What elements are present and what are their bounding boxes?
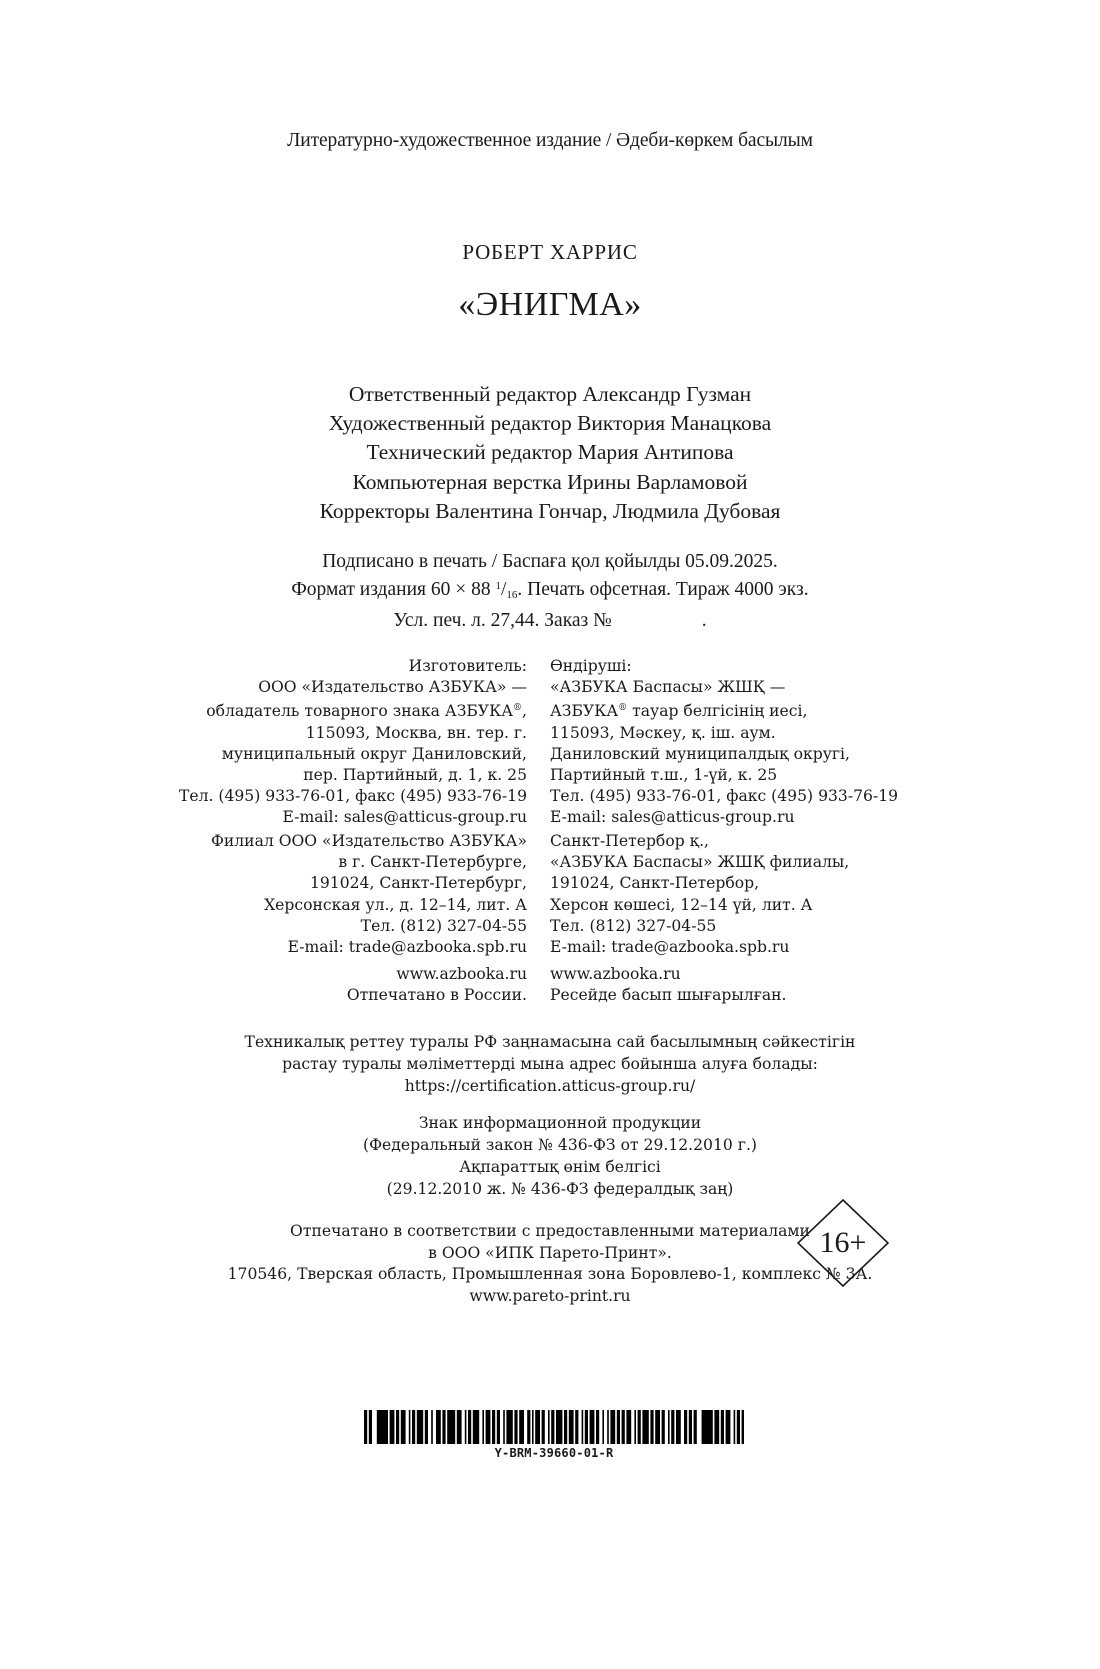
- barcode-bar: [532, 1410, 534, 1444]
- branch-kz-line: «АЗБУКА Баспасы» ЖШҚ филиалы,: [550, 853, 850, 872]
- editor-line: Компьютерная верстка Ирины Варламовой: [352, 469, 748, 494]
- printer-address: 170546, Тверская область, Промышленная зона Боровлево-1, комплекс № 3А.: [227, 1265, 873, 1283]
- branch-kz-line: Санкт-Петербор қ.,: [550, 832, 710, 850]
- age-rating-text: 16+: [819, 1226, 867, 1259]
- manufacturer-ru-line: Тел. (495) 933-76-01, факс (495) 933-76-19: [178, 787, 527, 806]
- tech-regulation-line: Техникалық реттеу туралы РФ заңнамасына сай басылымның сәйкестігін: [244, 1033, 856, 1051]
- info-sign-line: Знак информационной продукции: [418, 1114, 702, 1132]
- manufacturer-kz-email: E-mail: sales@atticus-group.ru: [550, 808, 795, 827]
- barcode-bar: [564, 1410, 567, 1444]
- trademark-text: обладатель товарного знака АЗБУКА: [206, 702, 514, 721]
- branch-ru-line: Филиал ООО «Издательство АЗБУКА»: [210, 832, 527, 850]
- registered-mark-icon: ®: [513, 703, 523, 714]
- trademark-text: АЗБУКА: [550, 702, 619, 721]
- branch-ru-line: в г. Санкт-Петербурге,: [338, 853, 527, 872]
- barcode-bar: [590, 1410, 595, 1444]
- fraction-numerator: 1: [495, 580, 501, 592]
- barcode-bar: [417, 1410, 423, 1444]
- manufacturer-kz-line: Партийный т.ш., 1-үй, к. 25: [550, 766, 778, 785]
- branch-kz-line: Херсон көшесі, 12–14 үй, лит. А: [550, 895, 813, 914]
- barcode-bar: [377, 1410, 388, 1444]
- barcode-icon: [364, 1410, 744, 1444]
- barcode-bar: [694, 1410, 697, 1444]
- barcode-bar: [519, 1410, 524, 1444]
- barcode-bar: [425, 1410, 428, 1444]
- barcode-bar: [721, 1410, 724, 1444]
- barcode-bar: [369, 1410, 372, 1444]
- barcode-bar: [617, 1410, 620, 1444]
- barcode-bar: [689, 1410, 692, 1444]
- manufacturer-ru-email: E-mail: sales@atticus-group.ru: [282, 808, 527, 827]
- editor-line: Корректоры Валентина Гончар, Людмила Дубовая: [319, 498, 781, 523]
- editor-line: Ответственный редактор Александр Гузман: [348, 382, 752, 406]
- format-suffix: . Печать офсетная. Тираж 4000 экз.: [517, 579, 809, 600]
- barcode-bar: [535, 1410, 540, 1444]
- barcode-bar: [671, 1410, 674, 1444]
- barcode-bar: [610, 1410, 615, 1444]
- printer-line: в ООО «ИПК Парето-Принт».: [428, 1243, 672, 1262]
- barcode-bar: [684, 1410, 687, 1444]
- branch-ru-line: Тел. (812) 327-04-55: [360, 916, 527, 935]
- manufacturer-ru-line: [179, 698, 527, 722]
- printer-info: [0, 1221, 1100, 1307]
- barcode-bar: [575, 1410, 578, 1444]
- barcode-bar: [569, 1410, 574, 1444]
- branch-ru-line: Херсонская ул., д. 12–14, лит. А: [264, 895, 527, 914]
- manufacturer-ru-line: 115093, Москва, вн. тер. г.: [305, 723, 527, 742]
- barcode-bar: [622, 1410, 625, 1444]
- fraction-denominator: 16: [506, 589, 518, 601]
- barcode-bar: [503, 1410, 505, 1444]
- barcode-bar: [364, 1410, 367, 1444]
- barcode-bar: [457, 1410, 462, 1444]
- info-sign-line: (Федеральный закон № 436-ФЗ от 29.12.2010 г.): [363, 1136, 757, 1154]
- info-sign-line: (29.12.2010 ж. № 436-ФЗ федералдық заң): [386, 1180, 734, 1198]
- barcode-bar: [431, 1410, 433, 1444]
- barcode-bar: [650, 1410, 653, 1444]
- barcode-bar: [492, 1410, 495, 1444]
- branch-ru-email: E-mail: trade@azbooka.spb.ru: [287, 938, 527, 957]
- manufacturer-kz-line: 115093, Мәскеу, қ. іш. аум.: [550, 723, 776, 742]
- barcode-bar: [442, 1410, 445, 1444]
- registered-mark-icon: ®: [618, 703, 628, 714]
- manufacturer-ru-line: муниципальный округ Даниловский,: [221, 744, 527, 763]
- trademark-owner-text: тауар белгісінің иесі,: [627, 702, 808, 721]
- barcode-bar: [396, 1410, 399, 1444]
- manufacturer-ru-line: Изготовитель:: [408, 657, 527, 675]
- barcode-bar: [527, 1410, 530, 1444]
- barcode-bar: [582, 1410, 584, 1444]
- barcode-bar: [542, 1410, 545, 1444]
- branch-kz: [550, 831, 849, 958]
- tech-regulation-line: растау туралы мәліметтерді мына адрес бойынша алуға болады:: [282, 1055, 818, 1073]
- tech-regulation-note: [0, 1031, 1100, 1097]
- barcode-bar: [506, 1410, 512, 1444]
- fraction-slash: /: [500, 579, 507, 600]
- comma: ,: [522, 702, 527, 721]
- printed-in-note: Ресейде басып шығарылған.: [550, 986, 787, 1005]
- info-sign-line: Ақпараттық өнім белгісі: [459, 1158, 661, 1176]
- editor-line: Технический редактор Мария Антипова: [366, 440, 734, 465]
- barcode-bar: [390, 1410, 395, 1444]
- format-fraction: [495, 579, 517, 600]
- printer-line: Отпечатано в соответствии с предоставленными материалами: [290, 1222, 810, 1240]
- barcode-bar: [734, 1410, 736, 1444]
- branch-kz-line: 191024, Санкт-Петербор,: [550, 874, 760, 893]
- barcode-bar: [497, 1410, 500, 1444]
- manufacturer-ru-line: ООО «Издательство АЗБУКА» —: [258, 678, 527, 697]
- certification-url: https://certification.atticus-group.ru/: [404, 1077, 696, 1095]
- sheets-prefix: Усл. печ. л. 27,44. Заказ №: [393, 610, 612, 631]
- barcode-bar: [556, 1410, 562, 1444]
- barcode-bar: [737, 1410, 740, 1444]
- barcode-bar: [676, 1410, 681, 1444]
- barcode-bar: [642, 1410, 648, 1444]
- sheets-order-line: [0, 608, 1100, 633]
- info-product-sign: [330, 1112, 790, 1200]
- manufacturer-kz-line: Даниловский муниципалдық округі,: [550, 744, 850, 763]
- manufacturer-kz-line: Тел. (495) 933-76-01, факс (495) 933-76-19: [550, 787, 899, 806]
- barcode-bar: [638, 1410, 641, 1444]
- barcode-bar: [465, 1410, 467, 1444]
- barcode-bar: [409, 1410, 411, 1444]
- barcode-bar: [447, 1410, 455, 1444]
- editors-credits: [0, 380, 1100, 526]
- barcode-bar: [668, 1410, 670, 1444]
- barcode-bar: [486, 1410, 491, 1444]
- format-prefix: Формат издания 60 × 88: [291, 579, 496, 600]
- barcode-bar: [702, 1410, 713, 1444]
- barcode-bar: [585, 1410, 588, 1444]
- manufacturer-ru-line: пер. Партийный, д. 1, к. 25: [303, 766, 527, 785]
- barcode-code: Y-BRM-39660-01-R: [494, 1446, 614, 1460]
- website-link: www.azbooka.ru: [550, 965, 681, 983]
- branch-ru-line: 191024, Санкт-Петербург,: [309, 874, 527, 893]
- branch-ru: [211, 831, 527, 958]
- barcode-bar: [596, 1410, 599, 1444]
- barcode-bar: [655, 1410, 660, 1444]
- signed-to-print: Подписано в печать / Баспаға қол қойылды 05.09.2025.: [322, 551, 778, 572]
- barcode-bar: [548, 1410, 550, 1444]
- imprint-details: [0, 549, 1100, 633]
- branch-kz-line: Тел. (812) 327-04-55: [550, 916, 717, 935]
- web-ru: [347, 964, 527, 1006]
- web-kz: [550, 964, 787, 1006]
- branch-kz-email: E-mail: trade@azbooka.spb.ru: [550, 938, 790, 957]
- manufacturer-kz-line: «АЗБУКА Баспасы» ЖШҚ —: [550, 678, 786, 697]
- barcode-bar: [662, 1410, 665, 1444]
- book-title: «ЭНИГМА»: [458, 286, 642, 323]
- website-link: www.azbooka.ru: [396, 965, 527, 983]
- barcode-bar: [482, 1410, 484, 1444]
- editor-line: Художественный редактор Виктория Манацкова: [328, 411, 772, 436]
- barcode-bar: [602, 1410, 604, 1444]
- barcode-bar: [473, 1410, 479, 1444]
- barcode-bar: [742, 1410, 744, 1444]
- series-line: Литературно-художественное издание / Әдеби-көркем басылым: [287, 130, 813, 151]
- barcode-bar: [551, 1410, 554, 1444]
- barcode-bar: [436, 1410, 441, 1444]
- manufacturer-kz: [550, 656, 898, 829]
- printer-website: www.pareto-print.ru: [469, 1286, 631, 1305]
- manufacturer-ru: [179, 656, 527, 829]
- barcode-bar: [714, 1410, 719, 1444]
- barcode-bar: [514, 1410, 517, 1444]
- printed-in-note: Отпечатано в России.: [346, 986, 527, 1005]
- barcode-bar: [412, 1410, 415, 1444]
- barcode-bar: [607, 1410, 609, 1444]
- barcode-bar: [626, 1410, 631, 1444]
- manufacturer-kz-line: Өндіруші:: [550, 657, 632, 675]
- barcode-bar: [726, 1410, 731, 1444]
- author-name: РОБЕРТ ХАРРИС: [462, 240, 638, 264]
- sheets-suffix: .: [701, 610, 707, 631]
- barcode-bar: [468, 1410, 471, 1444]
- barcode-bar: [401, 1410, 406, 1444]
- manufacturer-kz-line: [550, 698, 898, 722]
- barcode-bar: [634, 1410, 636, 1444]
- format-line: [0, 574, 1100, 608]
